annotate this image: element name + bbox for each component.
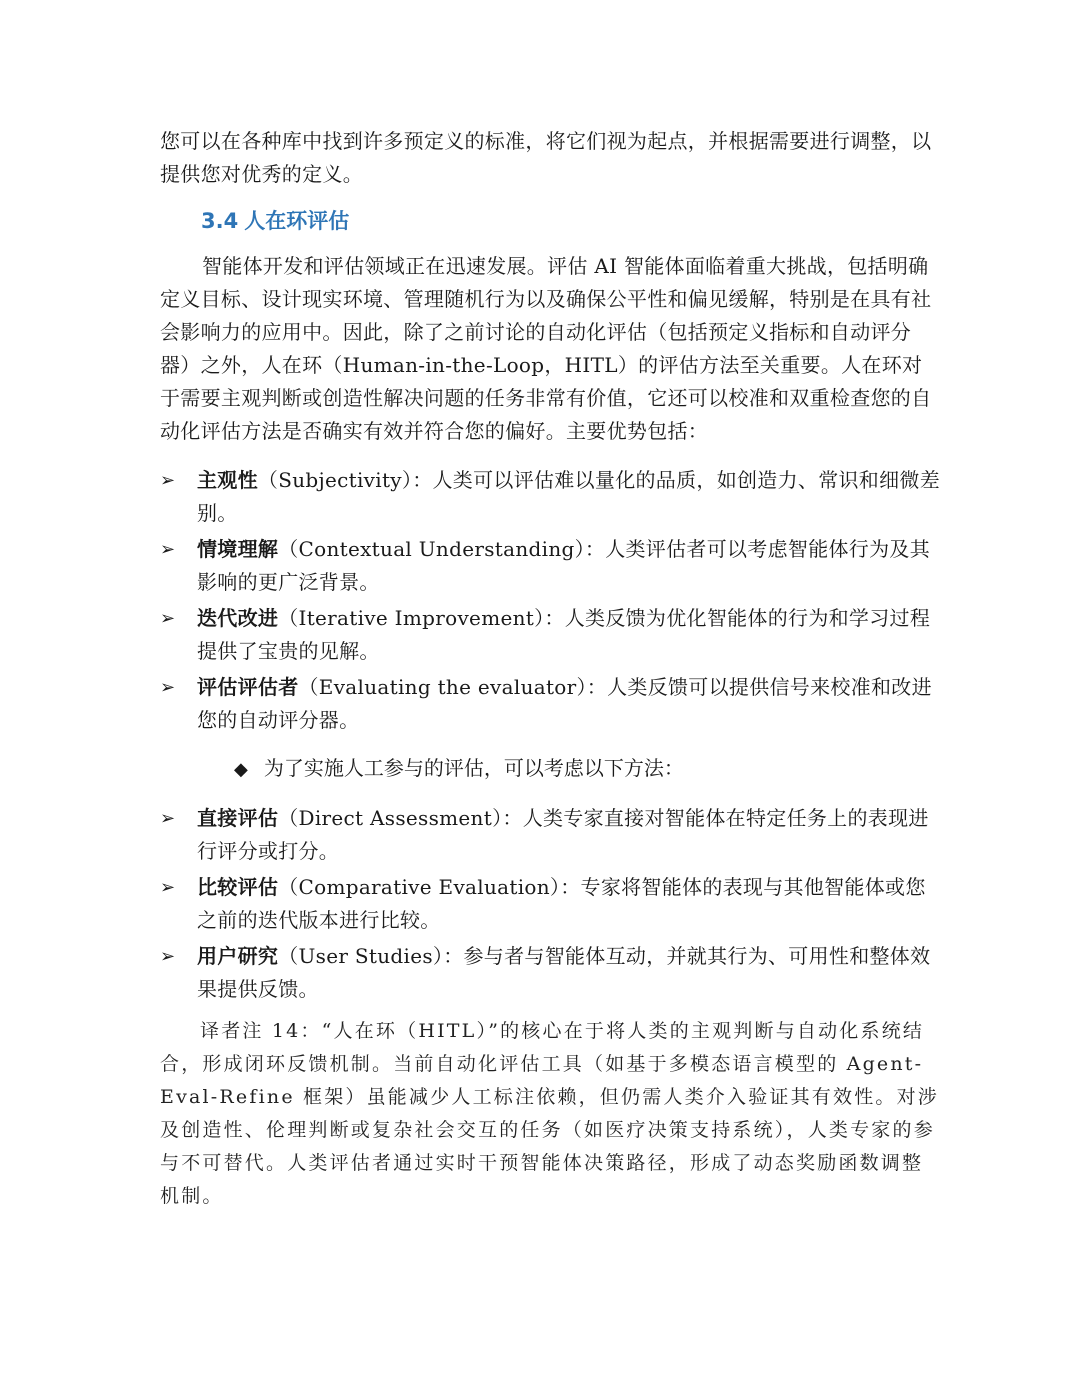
item-desc: 人类评估者可以考虑智能体行为及其影响的更广泛背景。 (197, 537, 931, 594)
item-term: 用户研究 (197, 944, 279, 968)
item-desc: 人类可以评估难以量化的品质，如创造力、常识和细微差别。 (197, 468, 940, 525)
section-heading (201, 205, 349, 238)
item-term: 主观性 (197, 468, 258, 492)
item-term: 评估评估者 (197, 675, 299, 699)
section-number: 3.4 (201, 209, 239, 233)
item-desc: 人类反馈可以提供信号来校准和改进您的自动评分器。 (197, 675, 932, 732)
item-english: （Comparative Evaluation）： (278, 875, 581, 899)
list-item (160, 533, 940, 599)
item-term: 直接评估 (197, 806, 279, 830)
arrow-bullet-icon: ➢ (160, 677, 176, 698)
methods-intro (234, 752, 684, 786)
item-english: （Contextual Understanding）： (278, 537, 606, 561)
arrow-bullet-icon: ➢ (160, 539, 176, 560)
item-english: （Iterative Improvement）： (278, 606, 565, 630)
item-desc: 人类反馈为优化智能体的行为和学习过程提供了宝贵的见解。 (197, 606, 931, 663)
diamond-bullet-icon: ◆ (234, 759, 248, 780)
item-english: （Direct Assessment）： (278, 806, 523, 830)
list-item (160, 802, 940, 868)
translator-note: 译者注 14：“人在环（HITL）”的核心在于将人类的主观判断与自动化系统结合，形成闭环反馈机制。当前自动化评估工具（如基于多模态语言模型的 Agent-Eval-Refine 框架）虽能减少人工标注依赖，但仍需人类介入验证其有效性。对涉及创造性、伦理判断或复杂社会交互的任务（如医疗决策支持系统），人类专家的参与不可替代。人类评估者通过实时干预智能体决策路径，形成了动态奖励函数调整机制。 (160, 1020, 940, 1207)
item-english: （Subjectivity）： (257, 468, 433, 492)
body-paragraph: 智能体开发和评估领域正在迅速发展。评估 AI 智能体面临着重大挑战，包括明确定义目标、设计现实环境、管理随机行为以及确保公平性和偏见缓解，特别是在具有社会影响力的应用中。因此，除了之前讨论的自动化评估（包括预定义指标和自动评分器）之外，人在环（Human-in-the-Loop，HITL）的评估方法至关重要。人在环对于需要主观判断或创造性解决问题的任务非常有价值，它还可以校准和双重检查您的自动化评估方法是否确实有效并符合您的偏好。主要优势包括： (160, 254, 932, 443)
item-desc: 专家将智能体的表现与其他智能体或您之前的迭代版本进行比较。 (197, 875, 926, 932)
list-item (160, 602, 940, 668)
list-item (160, 940, 940, 1006)
list-item (160, 671, 940, 737)
list-item (160, 871, 940, 937)
arrow-bullet-icon: ➢ (160, 877, 176, 898)
item-term: 情境理解 (197, 537, 279, 561)
arrow-bullet-icon: ➢ (160, 946, 176, 967)
section-title: 人在环评估 (244, 209, 350, 233)
item-term: 比较评估 (197, 875, 279, 899)
arrow-bullet-icon: ➢ (160, 808, 176, 829)
methods-list (160, 802, 940, 1009)
item-desc: 参与者与智能体互动，并就其行为、可用性和整体效果提供反馈。 (197, 944, 931, 1001)
item-english: （User Studies）： (278, 944, 464, 968)
item-desc: 人类专家直接对智能体在特定任务上的表现进行评分或打分。 (197, 806, 929, 863)
arrow-bullet-icon: ➢ (160, 470, 176, 491)
arrow-bullet-icon: ➢ (160, 608, 176, 629)
item-english: （Evaluating the evaluator）： (298, 675, 608, 699)
methods-intro-text: 为了实施人工参与的评估，可以考虑以下方法： (263, 756, 684, 780)
item-term: 迭代改进 (197, 606, 279, 630)
advantages-list (160, 464, 940, 740)
intro-paragraph: 您可以在各种库中找到许多预定义的标准，将它们视为起点，并根据需要进行调整，以提供您对优秀的定义。 (160, 129, 932, 186)
list-item (160, 464, 940, 530)
